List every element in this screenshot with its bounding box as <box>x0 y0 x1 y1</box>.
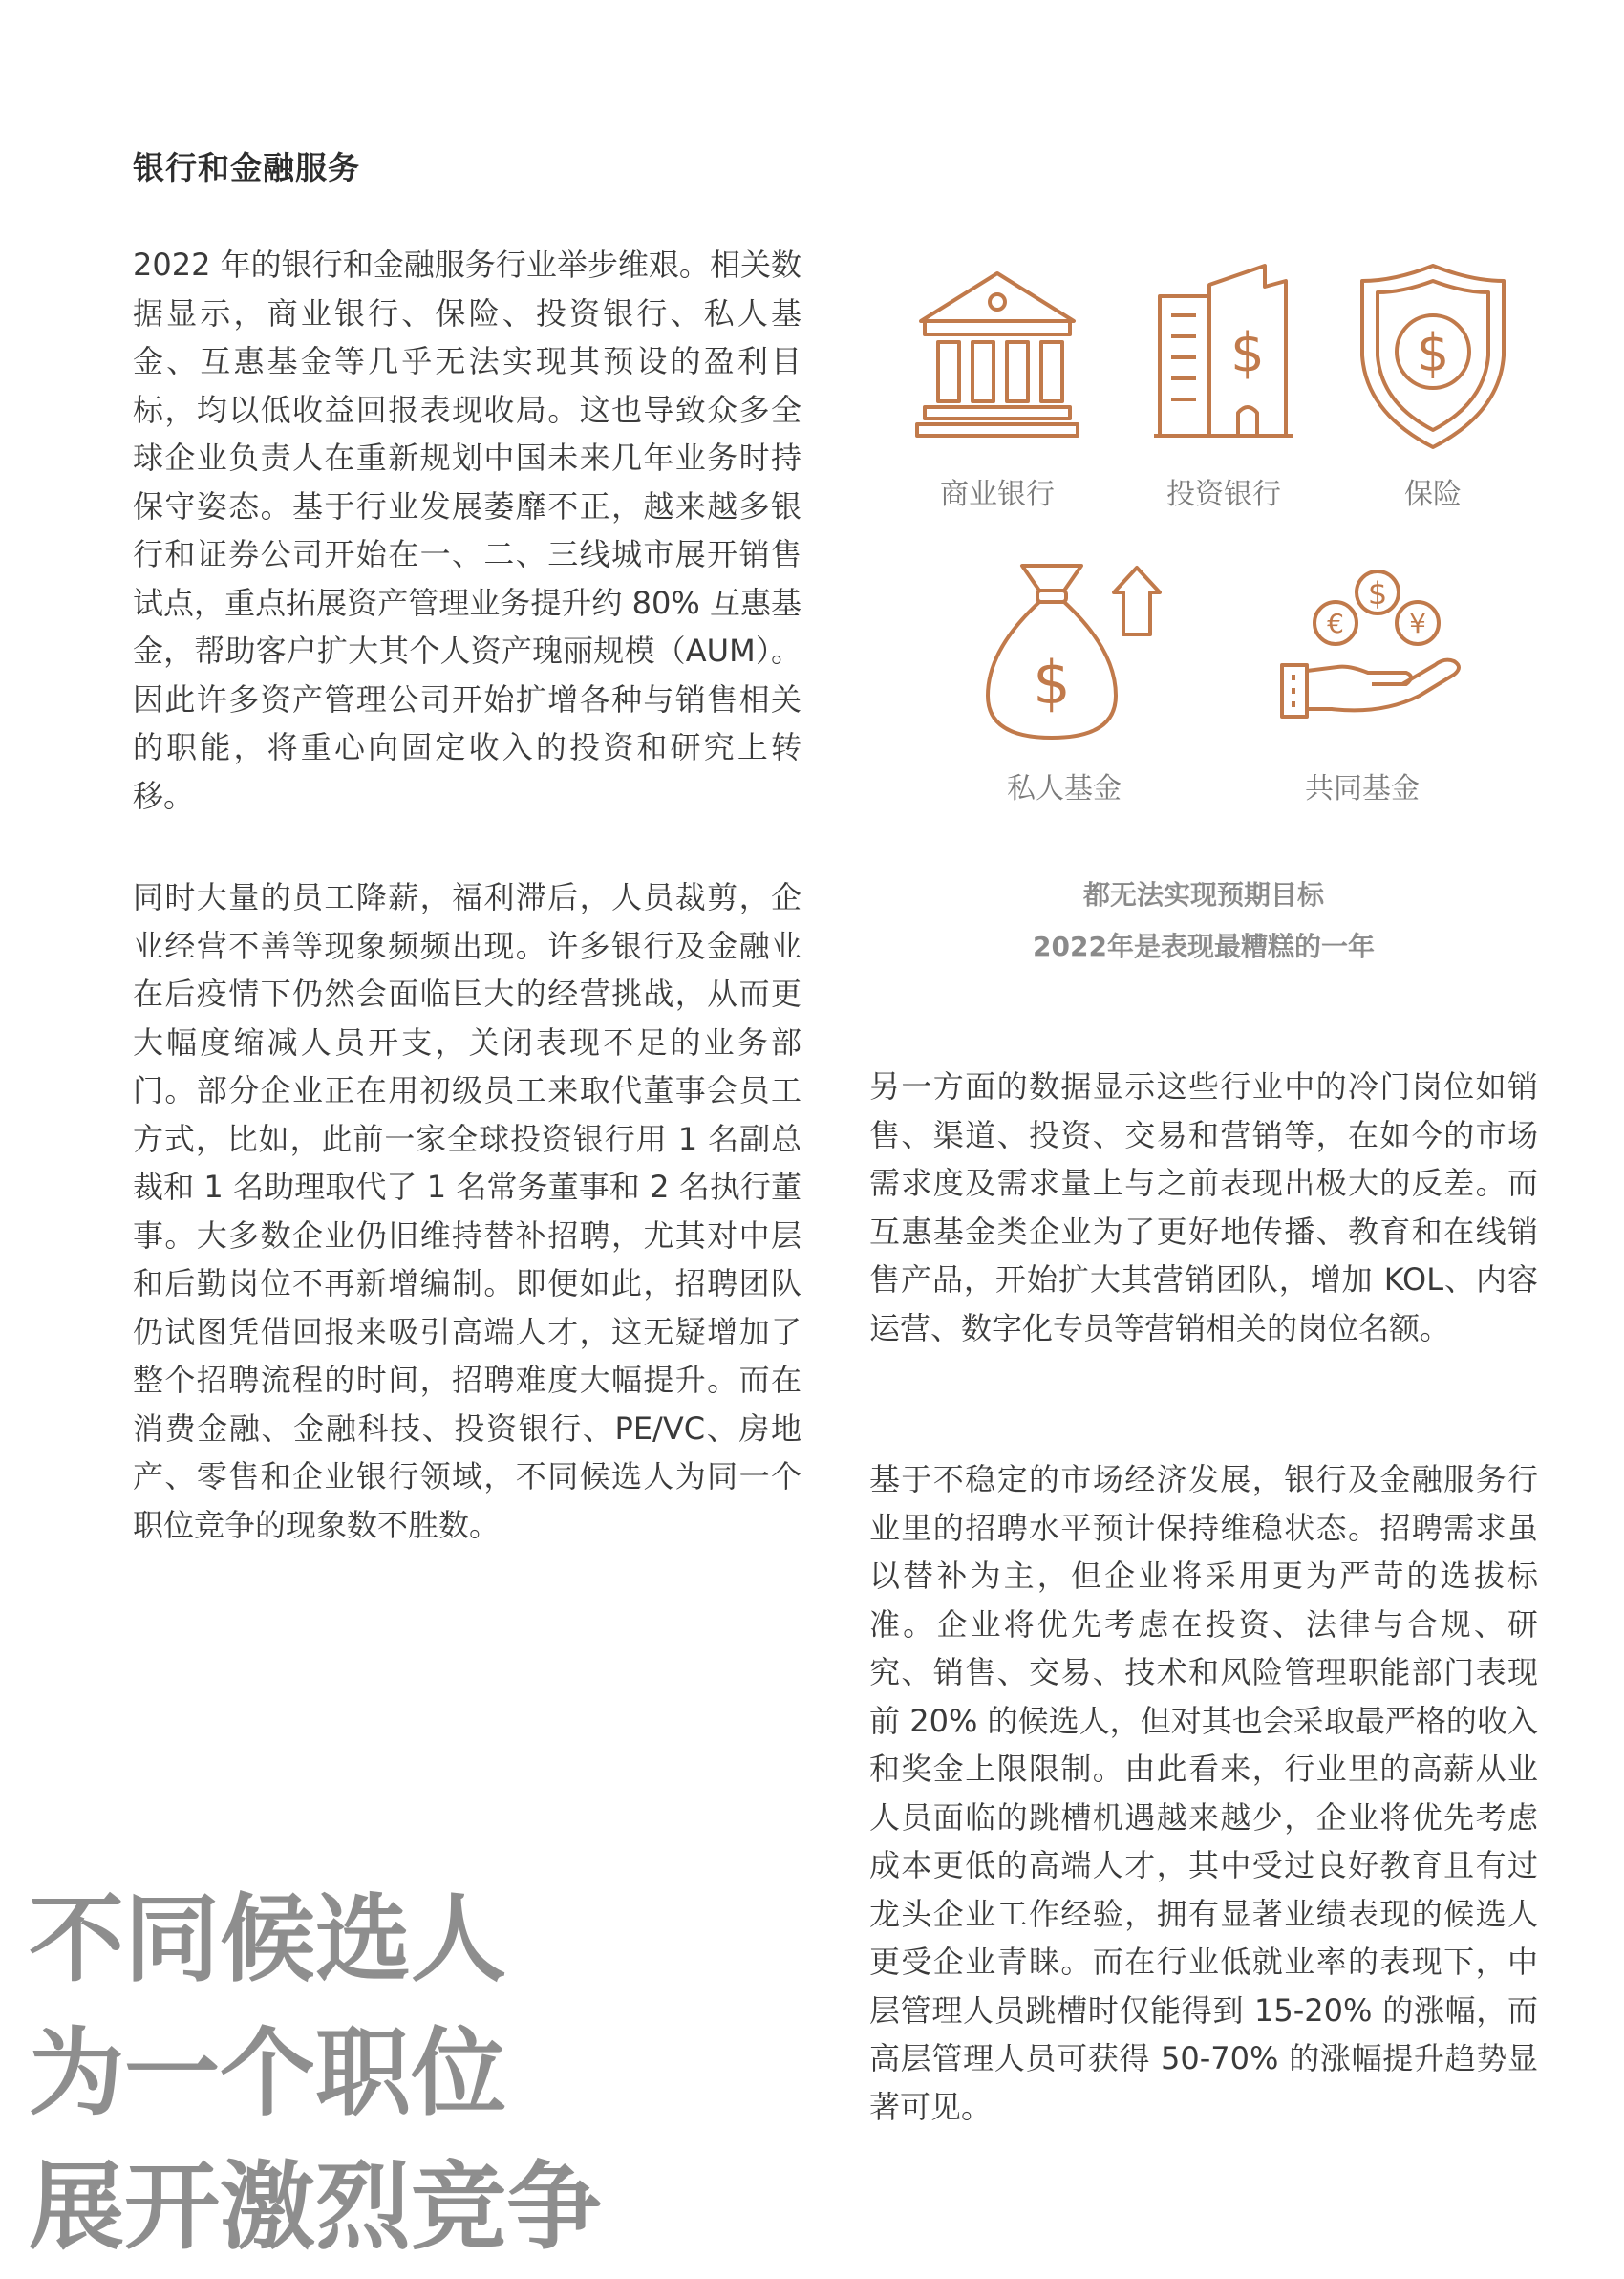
sector-icons-panel <box>860 258 1548 850</box>
pull-quote-headline <box>29 1873 602 2274</box>
svg-text:$: $ <box>1230 322 1265 384</box>
sector-label-mutual-fund: 共同基金 <box>1305 772 1420 806</box>
sector-label-private-fund: 私人基金 <box>1007 772 1122 806</box>
headline-line-1: 不同候选人 <box>29 1883 506 1995</box>
headline-line-2: 为一个职位 <box>29 2017 506 2129</box>
shield-dollar-icon <box>1357 260 1509 451</box>
svg-text:¥: ¥ <box>1409 608 1426 639</box>
sector-label-commercial-bank: 商业银行 <box>940 478 1055 511</box>
icons-caption-line-2: 2022年是表现最糟糕的一年 <box>1033 931 1375 962</box>
body-paragraph-4: 基于不稳定的市场经济发展，银行及金融服务行业里的招聘水平预计保持维稳状态。招聘需求虽以替补为主，但企业将采用更为严苛的选拔标准。企业将优先考虑在投资、法律与合规、研究、销售、交易、技术和风险管理职能部门表现前 20% 的候选人，但对其也会采取最严格的收入和奖金上限限制。由此看来，行业里的高薪从业人员面临的跳槽机遇越来越少，企业将优先考虑成本更低的高端人才，其中受过良好教育且有过龙头企业工作经验，拥有显著业绩表现的候选人更受企业青睐。而在行业低就业率的表现下，中层管理人员跳槽时仅能得到 15-20% 的涨幅，而高层管理人员可获得 50-70% 的涨幅提升趋势显著可见。 <box>869 1461 1538 2125</box>
icons-caption-line-1: 都无法实现预期目标 <box>1082 879 1324 911</box>
sector-investment-bank <box>1152 258 1295 449</box>
svg-text:$: $ <box>1033 648 1071 718</box>
sector-insurance <box>1357 260 1509 451</box>
svg-text:€: € <box>1327 608 1344 639</box>
body-paragraph-3: 另一方面的数据显示这些行业中的冷门岗位如销售、渠道、投资、交易和营销等，在如今的市场需求度及需求量上与之前表现出极大的反差。而互惠基金类企业为了更好地传播、教育和在线销售产品，开始扩大其营销团队，增加 KOL、内容运营、数字化专员等营销相关的岗位名额。 <box>869 1068 1538 1346</box>
money-bag-arrow-up-icon <box>980 556 1162 747</box>
body-paragraph-1: 2022 年的银行和金融服务行业举步维艰。相关数据显示，商业银行、保险、投资银行、私人基金、互惠基金等几乎无法实现其预设的盈利目标，均以低收益回报表现收局。这也导致众多全球企业负责人在重新规划中国未来几年业务时持保守姿态。基于行业发展萎靡不正，越来越多银行和证券公司开始在一、二、三线城市展开销售试点，重点拓展资产管理业务提升约 80% 互惠基金，帮助客户扩大其个人资产瑰丽规模（AUM）。因此许多资产管理公司开始扩增各种与销售相关的职能，将重心向固定收入的投资和研究上转移。 <box>133 247 801 814</box>
sector-commercial-bank <box>911 266 1083 457</box>
headline-line-3: 展开激烈竞争 <box>29 2151 602 2263</box>
section-title: 银行和金融服务 <box>133 149 360 186</box>
svg-text:$: $ <box>1367 575 1388 612</box>
sector-mutual-fund <box>1276 566 1467 738</box>
hand-coins-icon <box>1276 566 1467 738</box>
sector-label-insurance: 保险 <box>1404 478 1462 511</box>
sector-label-investment-bank: 投资银行 <box>1166 478 1281 511</box>
office-tower-dollar-icon <box>1152 258 1295 449</box>
sector-private-fund <box>980 556 1162 747</box>
body-paragraph-2: 同时大量的员工降薪，福利滞后，人员裁剪，企业经营不善等现象频频出现。许多银行及金融业在后疫情下仍然会面临巨大的经营挑战，从而更大幅度缩减人员开支，关闭表现不足的业务部门。部分企业正在用初级员工来取代董事会员工方式，比如，此前一家全球投资银行用 1 名副总裁和 1 名助理取代了 1 名常务董事和 2 名执行董事。大多数企业仍旧维持替补招聘，尤其对中层和后勤岗位不再新增编制。即便如此，招聘团队仍试图凭借回报来吸引高端人才，这无疑增加了整个招聘流程的时间，招聘难度大幅提升。而在消费金融、金融科技、投资银行、PE/VC、房地产、零售和企业银行领域，不同候选人为同一个职位竞争的现象数不胜数。 <box>133 879 801 1543</box>
svg-text:$: $ <box>1416 323 1450 383</box>
bank-building-icon <box>911 266 1083 457</box>
